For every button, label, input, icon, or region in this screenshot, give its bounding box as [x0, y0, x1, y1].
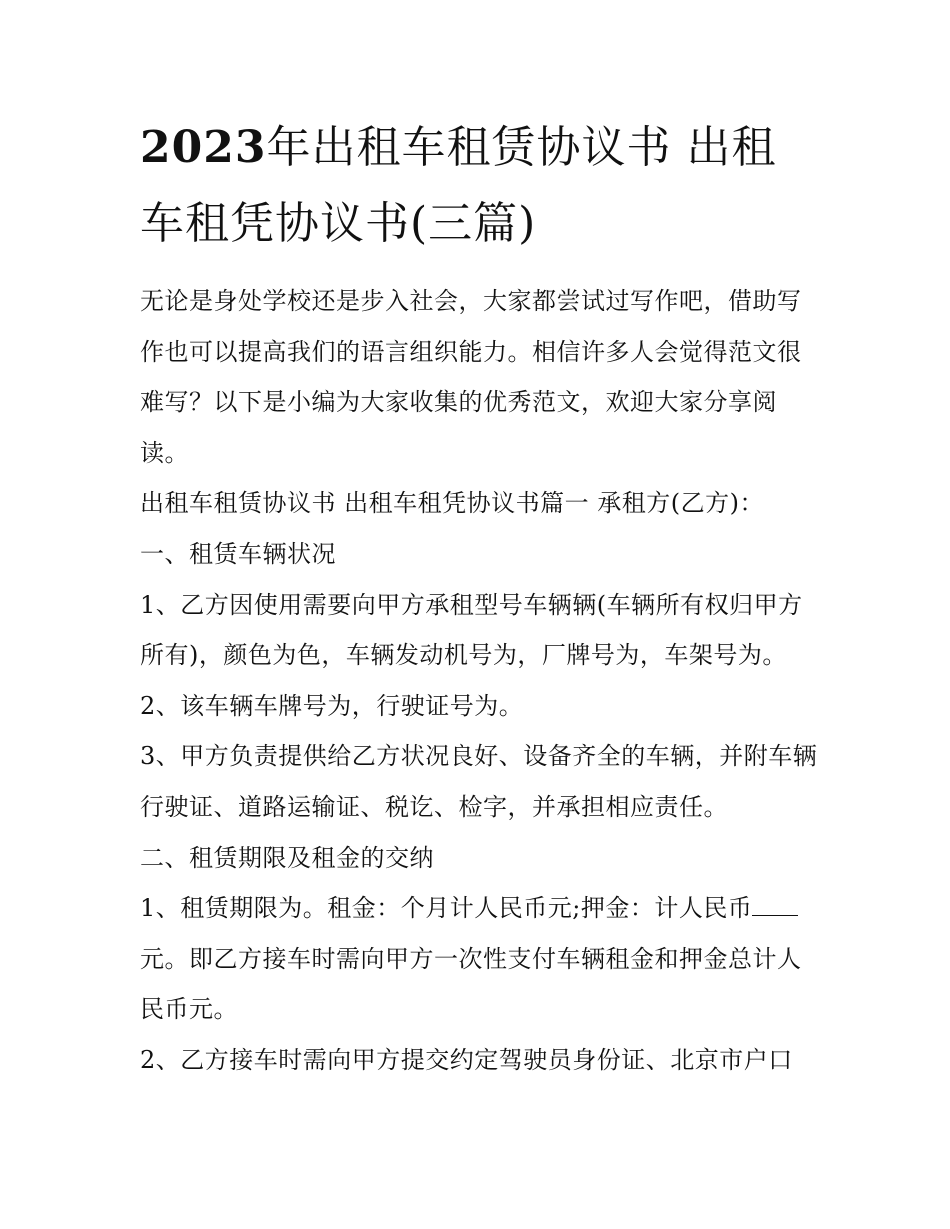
blank-field: [752, 893, 798, 916]
document-title: [140, 110, 820, 262]
document-page: [140, 110, 820, 1086]
clause-rent-2: 2、乙方接车时需向甲方提交约定驾驶员身份证、北京市户口: [140, 1045, 793, 1074]
clause-vehicle-3: 3、甲方负责提供给乙方状况良好、设备齐全的车辆，并附车辆行驶证、道路运输证、税讫、检字，并承担相应责任。: [140, 742, 818, 821]
title-text: 年出租车租赁协议书 出租车租凭协议书(三篇): [140, 122, 777, 249]
intro-paragraph: 无论是身处学校还是步入社会，大家都尝试过写作吧，借助写作也可以提高我们的语言组织能力。相信许多人会觉得范文很难写？以下是小编为大家收集的优秀范文，欢迎大家分享阅读。: [140, 287, 802, 467]
clause-rent-1-part2: 元。即乙方接车时需向甲方一次性支付车辆租金和押金总计人民币元。: [140, 944, 802, 1024]
section-heading-rent: 二、租赁期限及租金的交纳: [140, 843, 434, 872]
title-year: 2023: [140, 122, 267, 173]
agreement-heading: 出租车租赁协议书 出租车租凭协议书篇一 承租方(乙方)：: [140, 489, 764, 518]
clause-rent-1-part1: 1、租赁期限为。租金：个月计人民币元;押金：计人民币: [140, 894, 753, 923]
clause-vehicle-1: 1、乙方因使用需要向甲方承租型号车辆辆(车辆所有权归甲方所有)，颜色为色，车辆发动机号为，厂牌号为，车架号为。: [140, 590, 803, 670]
clause-vehicle-2: 2、该车辆车牌号为，行驶证号为。: [140, 691, 524, 720]
clause-rent-1: [140, 883, 820, 1035]
section-heading-vehicle: 一、租赁车辆状况: [140, 539, 336, 568]
